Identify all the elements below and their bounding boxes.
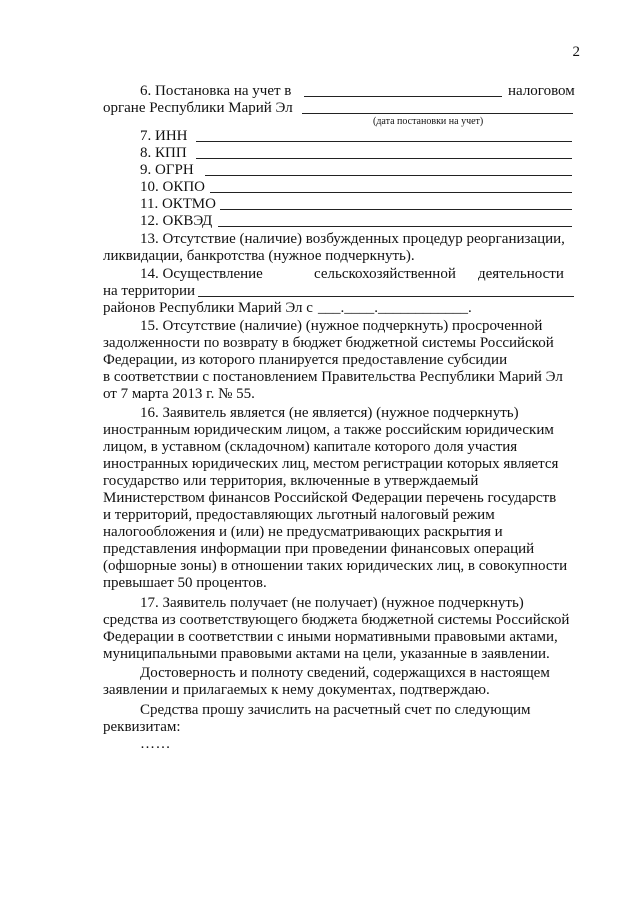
item6-date-caption: (дата постановки на учет) (373, 116, 484, 127)
confirm-line2: заявлении и прилагаемых к нему документах, подтверждаю. (103, 682, 490, 698)
item17-line2: средства из соответствующего бюджета бюджетной системы Российской (103, 612, 570, 628)
item15-line1: 15. Отсутствие (наличие) (нужное подчеркнуть) просроченной (140, 318, 543, 334)
code-label-inn: 7. ИНН (140, 128, 188, 144)
confirm-line1: Достоверность и полноту сведений, содержащихся в настоящем (140, 665, 550, 681)
item15-line2: задолженности по возврату в бюджет бюджетной системы Российской (103, 335, 554, 351)
item16-line6: Министерством финансов Российской Федерации перечень государств (103, 490, 557, 506)
code-label-okved: 12. ОКВЭД (140, 213, 213, 229)
code-label-okpo: 10. ОКПО (140, 179, 206, 195)
code-label-oktmo: 11. ОКТМО (140, 196, 216, 212)
item14-line2-start: на территории (103, 283, 196, 299)
item14-word2: сельскохозяйственной (314, 266, 456, 282)
item14-line3-start: районов Республики Марий Эл с (103, 300, 313, 316)
code-line-okpo[interactable] (210, 192, 572, 193)
code-line-okved[interactable] (218, 226, 572, 227)
item16-line7: и территорий, предоставляющих льготный налоговый режим (103, 507, 495, 523)
funds-ellipsis: …… (140, 736, 171, 752)
item17-line4: муниципальными правовыми актами на цели, указанные в заявлении. (103, 646, 550, 662)
item14-word1: 14. Осуществление (140, 266, 263, 282)
code-label-kpp: 8. КПП (140, 145, 187, 161)
item17-line1: 17. Заявитель получает (не получает) (нужное подчеркнуть) (140, 595, 524, 611)
item14-territory-line[interactable] (198, 296, 574, 297)
code-line-inn[interactable] (196, 141, 572, 142)
funds-line1: Средства прошу зачислить на расчетный счет по следующим (140, 702, 531, 718)
item14-date-fill[interactable]: ___.____.____________. (318, 300, 472, 316)
item13-line1: 13. Отсутствие (наличие) возбужденных процедур реорганизации, (140, 231, 565, 247)
item16-line2: иностранным юридическим лицом, а также российским юридическим (103, 422, 554, 438)
code-line-ogrn[interactable] (205, 175, 572, 176)
item13-line2: ликвидации, банкротства (нужное подчеркнуть). (103, 248, 415, 264)
item16-line5: государство или территория, включенные в утверждаемый (103, 473, 479, 489)
page-number: 2 (572, 44, 580, 60)
item15-line5: от 7 марта 2013 г. № 55. (103, 386, 255, 402)
item16-line3: лицом, в уставном (складочном) капитале которого доля участия (103, 439, 518, 455)
item6-start: 6. Постановка на учет в (140, 83, 292, 99)
item15-line4: в соответствии с постановлением Правительства Республики Марий Эл (103, 369, 563, 385)
item16-line9: представления информации при проведении финансовых операций (103, 541, 535, 557)
item16-line4: иностранных юридических лиц, местом регистрации которых является (103, 456, 559, 472)
item6-end: налоговом (508, 83, 575, 99)
item17-line3: Федерации в соответствии с иными нормативными правовыми актами, (103, 629, 558, 645)
code-line-kpp[interactable] (196, 158, 572, 159)
item6-line2: органе Республики Марий Эл (103, 100, 293, 116)
item16-line1: 16. Заявитель является (не является) (нужное подчеркнуть) (140, 405, 519, 421)
item6-tax-authority-line[interactable] (304, 96, 502, 97)
item14-word3: деятельности (478, 266, 564, 282)
code-line-oktmo[interactable] (220, 209, 572, 210)
code-label-ogrn: 9. ОГРН (140, 162, 194, 178)
funds-line2: реквизитам: (103, 719, 181, 735)
item16-line10: (офшорные зоны) в отношении таких юридических лиц, в совокупности (103, 558, 568, 574)
item16-line11: превышает 50 процентов. (103, 575, 267, 591)
item15-line3: Федерации, из которого планируется предоставление субсидии (103, 352, 508, 368)
item16-line8: налогообложения и (или) не предусматривающих раскрытия и (103, 524, 503, 540)
item6-date-line[interactable] (302, 113, 573, 114)
